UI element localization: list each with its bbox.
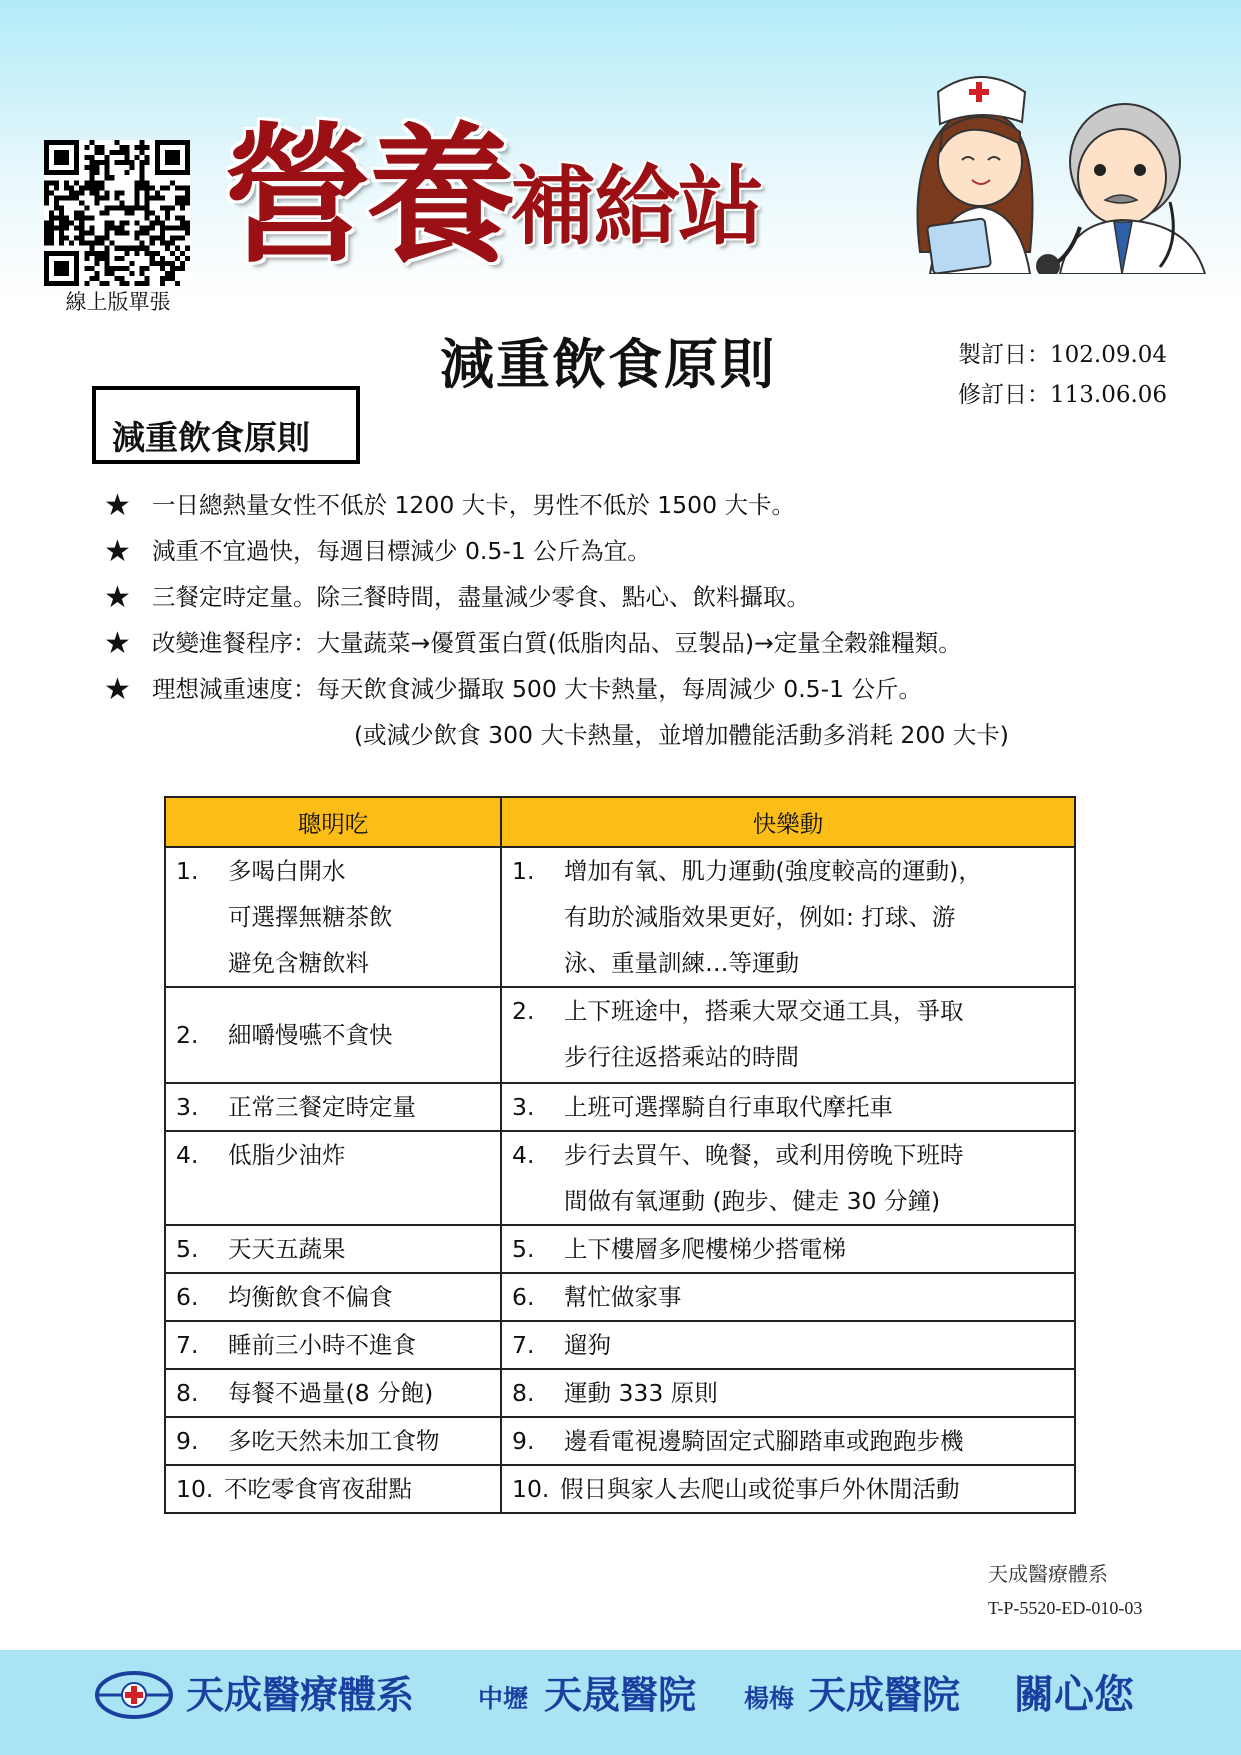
table-cell-move [501, 1465, 1075, 1513]
table-cell-move [501, 1225, 1075, 1273]
principle-item [104, 670, 922, 707]
item-text: 步行往返搭乘站的時間 [564, 1043, 799, 1071]
document-code: T-P-5520-ED-010-03 [988, 1598, 1143, 1618]
table-cell-move [501, 1417, 1075, 1465]
table-cell-eat [165, 847, 501, 987]
item-text: 步行去買午、晚餐，或利用傍晚下班時 [564, 1141, 964, 1169]
item-number: 6. [176, 1283, 199, 1311]
item-text: 避免含糖飲料 [228, 949, 369, 977]
table-row [165, 1131, 1075, 1225]
item-text: 每餐不過量(8 分飽) [228, 1379, 434, 1407]
qr-code[interactable] [44, 140, 190, 286]
item-text: 上下樓層多爬樓梯少搭電梯 [564, 1235, 846, 1263]
item-number: 7. [176, 1331, 199, 1359]
table-cell-move [501, 1369, 1075, 1417]
table-row [165, 1083, 1075, 1131]
document-title: 減重飲食原則 [440, 332, 776, 396]
principle-item [104, 578, 810, 615]
table-cell-eat [165, 1225, 501, 1273]
footer-slogan: 關心您 [1014, 1672, 1134, 1718]
item-number: 4. [512, 1141, 535, 1169]
table-cell-eat [165, 987, 501, 1083]
table-header-row [165, 797, 1075, 847]
item-text: 不吃零食宵夜甜點 [224, 1475, 412, 1503]
item-number: 8. [512, 1379, 535, 1407]
item-number: 8. [176, 1379, 199, 1407]
table-cell-eat [165, 1273, 501, 1321]
principle-text: 理想減重速度：每天飲食減少攝取 500 大卡熱量，每周減少 0.5-1 公斤。 [152, 675, 923, 703]
table-cell-move [501, 1083, 1075, 1131]
item-text: 均衡飲食不偏食 [228, 1283, 393, 1311]
table-cell-eat [165, 1465, 501, 1513]
table-row [165, 1465, 1075, 1513]
tips-table [164, 796, 1076, 1514]
table-cell-move [501, 987, 1075, 1083]
principle-text: 改變進餐程序：大量蔬菜→優質蛋白質(低脂肉品、豆製品)→定量全穀雜糧類。 [152, 629, 962, 657]
table-row [165, 1417, 1075, 1465]
item-text: 運動 333 原則 [564, 1379, 718, 1407]
principle-text: 一日總熱量女性不低於 1200 大卡，男性不低於 1500 大卡。 [152, 491, 795, 519]
item-text: 邊看電視邊騎固定式腳踏車或跑跑步機 [564, 1427, 964, 1455]
table-cell-move [501, 1131, 1075, 1225]
header-smart-eating: 聰明吃 [165, 797, 501, 847]
item-number: 3. [176, 1093, 199, 1121]
item-number: 1. [176, 857, 199, 885]
star-icon: ★ [104, 626, 131, 661]
header-happy-exercise: 快樂動 [501, 797, 1075, 847]
item-number: 10. [176, 1475, 214, 1503]
item-text: 上下班途中，搭乘大眾交通工具，爭取 [564, 997, 964, 1025]
item-text: 多喝白開水 [228, 857, 346, 885]
item-text: 多吃天然未加工食物 [228, 1427, 440, 1455]
table-cell-eat [165, 1417, 501, 1465]
item-text: 上班可選擇騎自行車取代摩托車 [564, 1093, 893, 1121]
item-text: 正常三餐定時定量 [228, 1093, 416, 1121]
nurse-doctor-illustration [900, 52, 1220, 274]
footer-hospital-2: 天成醫院 [808, 1673, 961, 1717]
item-number: 9. [176, 1427, 199, 1455]
item-number: 5. [176, 1235, 199, 1263]
table-cell-move [501, 847, 1075, 987]
item-text: 間做有氧運動 (跑步、健走 30 分鐘) [564, 1187, 941, 1215]
item-text: 幫忙做家事 [564, 1283, 682, 1311]
date-revised: 修訂日：113.06.06 [958, 382, 1168, 408]
item-number: 4. [176, 1141, 199, 1169]
banner-title-small: 補給站 [510, 157, 763, 257]
footer-city-2: 楊梅 [744, 1684, 795, 1713]
nurse-figure [918, 77, 1033, 274]
principle-text: 三餐定時定量。除三餐時間，盡量減少零食、點心、飲料攝取。 [152, 583, 810, 611]
item-text: 泳、重量訓練…等運動 [564, 949, 799, 977]
footer-org: 天成醫療體系 [186, 1673, 415, 1717]
item-text: 增加有氧、肌力運動(強度較高的運動)， [564, 857, 982, 885]
principle-item [104, 624, 962, 661]
item-text: 細嚼慢嚥不貪快 [228, 1021, 393, 1049]
item-number: 5. [512, 1235, 535, 1263]
table-cell-move [501, 1321, 1075, 1369]
table-row [165, 847, 1075, 987]
banner-title [222, 112, 762, 282]
hospital-logo-icon [94, 1668, 174, 1722]
principle-item [104, 486, 795, 523]
star-icon: ★ [104, 488, 131, 523]
table-cell-eat [165, 1083, 501, 1131]
table-cell-eat [165, 1321, 501, 1369]
item-text: 有助於減脂效果更好，例如: 打球、游 [564, 903, 956, 931]
table-row [165, 1369, 1075, 1417]
table-cell-eat [165, 1369, 501, 1417]
qr-caption: 線上版單張 [65, 290, 171, 314]
banner-title-large: 營養 [222, 110, 511, 284]
table-row [165, 1273, 1075, 1321]
item-text: 假日與家人去爬山或從事戶外休閒活動 [560, 1475, 960, 1503]
item-text: 遛狗 [564, 1331, 611, 1359]
footer-city-1: 中壢 [478, 1684, 529, 1713]
item-number: 7. [512, 1331, 535, 1359]
principle-item [104, 532, 651, 569]
footer-hospital-1: 天晟醫院 [544, 1673, 697, 1717]
item-number: 6. [512, 1283, 535, 1311]
item-number: 2. [176, 1021, 199, 1049]
item-number: 2. [512, 997, 535, 1025]
principle-text: 減重不宜過快，每週目標減少 0.5-1 公斤為宜。 [152, 537, 651, 565]
principle-note: (或減少飲食 300 大卡熱量，並增加體能活動多消耗 200 大卡) [354, 721, 1009, 749]
issuer-name: 天成醫療體系 [988, 1562, 1108, 1586]
doctor-figure [1036, 104, 1205, 274]
table-row [165, 987, 1075, 1083]
date-created: 製訂日：102.09.04 [958, 342, 1168, 368]
item-number: 1. [512, 857, 535, 885]
item-number: 9. [512, 1427, 535, 1455]
star-icon: ★ [104, 580, 131, 615]
item-text: 睡前三小時不進食 [228, 1331, 416, 1359]
item-text: 低脂少油炸 [228, 1141, 346, 1169]
item-text: 可選擇無糖茶飲 [228, 903, 393, 931]
table-cell-move [501, 1273, 1075, 1321]
item-number: 10. [512, 1475, 550, 1503]
star-icon: ★ [104, 672, 131, 707]
section-heading: 減重飲食原則 [112, 418, 310, 457]
table-row [165, 1321, 1075, 1369]
table-row [165, 1225, 1075, 1273]
item-text: 天天五蔬果 [228, 1235, 346, 1263]
item-number: 3. [512, 1093, 535, 1121]
table-cell-eat [165, 1131, 501, 1225]
star-icon: ★ [104, 534, 131, 569]
